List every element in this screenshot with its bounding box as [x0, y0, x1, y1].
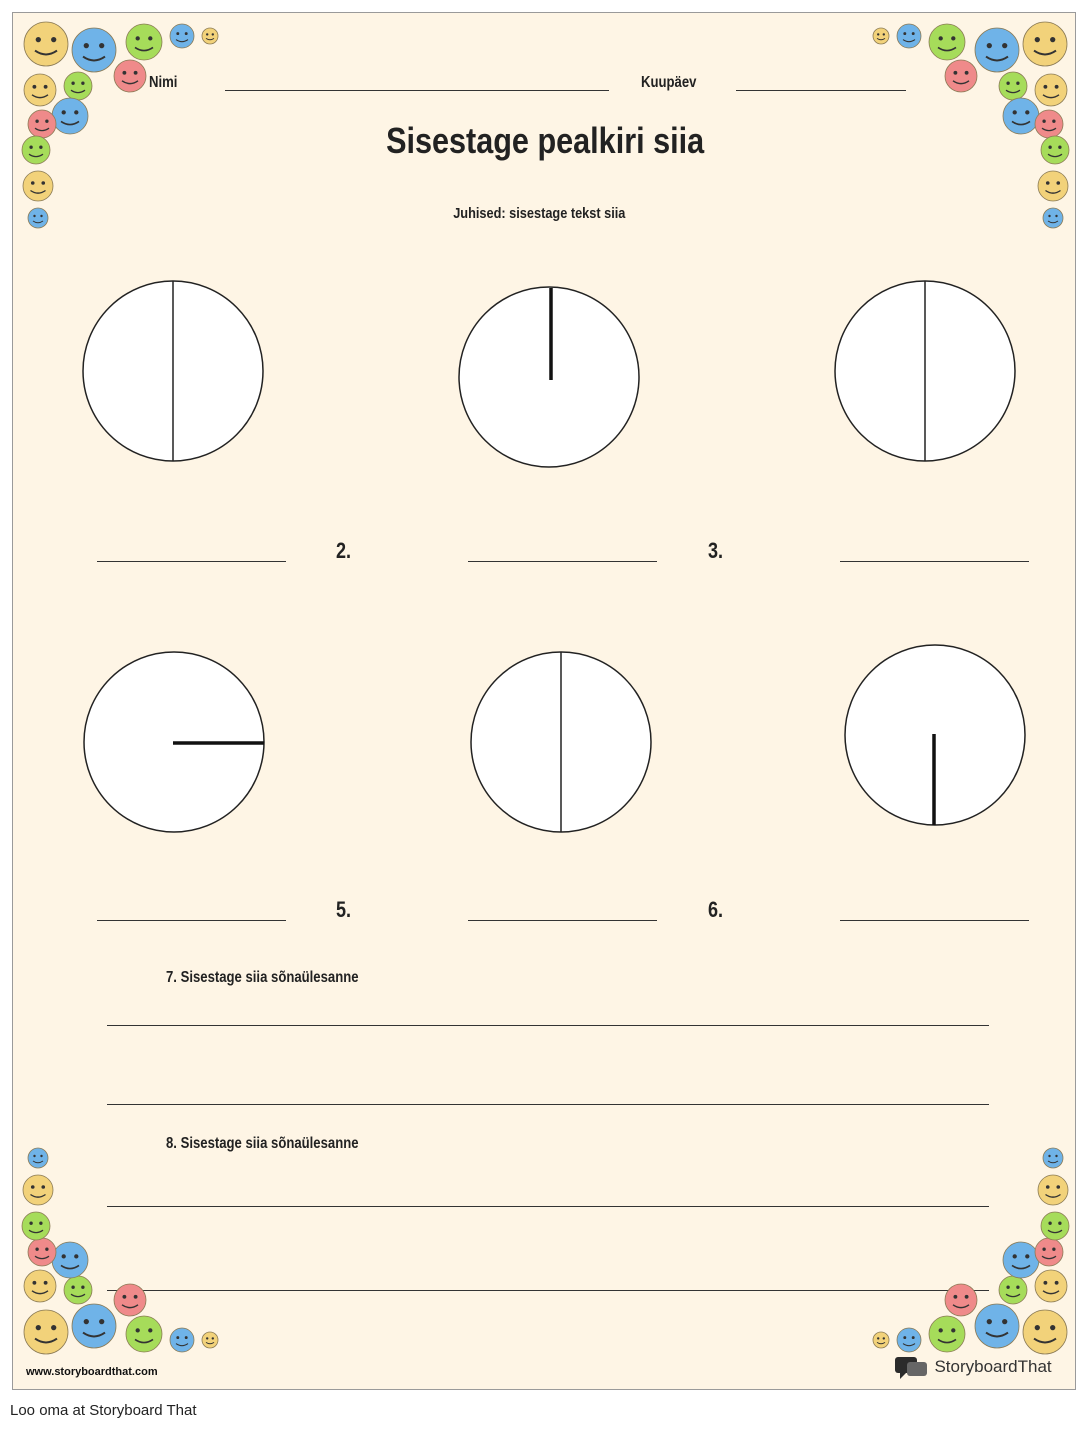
word-problem-7-label: 7. Sisestage siia sõnaülesanne — [166, 969, 359, 986]
emoji-face-icon — [24, 74, 56, 106]
emoji-face-icon — [28, 110, 56, 138]
emoji-face-icon — [23, 1175, 53, 1205]
emoji-face-icon — [1041, 136, 1069, 164]
emoji-face-icon — [1035, 1270, 1067, 1302]
emoji-face-icon — [975, 1304, 1019, 1348]
emoji-face-icon — [1043, 1148, 1063, 1168]
emoji-face-icon — [873, 1332, 889, 1348]
emoji-face-icon — [64, 1276, 92, 1304]
emoji-face-icon — [126, 1316, 162, 1352]
emoji-face-icon — [1023, 1310, 1067, 1354]
emoji-face-icon — [975, 28, 1019, 72]
emoji-face-icon — [28, 208, 48, 228]
emoji-face-icon — [897, 1328, 921, 1352]
storyboard-logo-icon — [892, 1354, 930, 1380]
emoji-face-icon — [72, 28, 116, 72]
storyboardthat-site: www.storyboardthat.com — [26, 1366, 158, 1378]
emoji-face-icon — [24, 22, 68, 66]
emoji-face-icon — [64, 72, 92, 100]
emoji-face-icon — [72, 1304, 116, 1348]
storyboardthat-logo — [892, 1354, 1052, 1380]
problem-number-6: 6. — [708, 897, 724, 922]
emoji-face-icon — [114, 60, 146, 92]
emoji-face-icon — [170, 1328, 194, 1352]
emoji-face-icon — [1041, 1212, 1069, 1240]
instructions: Juhised: sisestage tekst siia — [453, 205, 626, 222]
footer-text: Loo oma at Storyboard That — [10, 1402, 197, 1419]
emoji-face-icon — [23, 171, 53, 201]
emoji-face-icon — [1038, 171, 1068, 201]
emoji-face-icon — [52, 98, 88, 134]
emoji-face-icon — [28, 1238, 56, 1266]
emoji-face-icon — [945, 60, 977, 92]
emoji-face-icon — [999, 1276, 1027, 1304]
name-label: Nimi — [149, 74, 178, 91]
emoji-face-icon — [999, 72, 1027, 100]
problem-number-2: 2. — [336, 538, 352, 563]
emoji-face-icon — [1035, 110, 1063, 138]
page-title: Sisestage pealkiri siia — [386, 120, 705, 161]
emoji-face-icon — [1023, 22, 1067, 66]
emoji-face-icon — [929, 1316, 965, 1352]
emoji-face-icon — [1035, 74, 1067, 106]
emoji-face-icon — [945, 1284, 977, 1316]
emoji-face-icon — [126, 24, 162, 60]
emoji-face-icon — [1035, 1238, 1063, 1266]
emoji-face-icon — [170, 24, 194, 48]
emoji-face-icon — [52, 1242, 88, 1278]
emoji-face-icon — [202, 1332, 218, 1348]
problem-number-3: 3. — [708, 538, 724, 563]
emoji-face-icon — [1003, 1242, 1039, 1278]
emoji-face-icon — [24, 1270, 56, 1302]
emoji-face-icon — [1043, 208, 1063, 228]
word-problem-8-label: 8. Sisestage siia sõnaülesanne — [166, 1135, 359, 1152]
emoji-face-icon — [202, 28, 218, 44]
emoji-face-icon — [1003, 98, 1039, 134]
emoji-face-icon — [22, 1212, 50, 1240]
emoji-face-icon — [873, 28, 889, 44]
emoji-face-icon — [114, 1284, 146, 1316]
emoji-face-icon — [1038, 1175, 1068, 1205]
emoji-face-icon — [929, 24, 965, 60]
emoji-face-icon — [897, 24, 921, 48]
emoji-face-icon — [22, 136, 50, 164]
date-label: Kuupäev — [641, 74, 697, 91]
problem-number-5: 5. — [336, 897, 352, 922]
emoji-face-icon — [28, 1148, 48, 1168]
logo-text: StoryboardThat — [934, 1357, 1052, 1376]
emoji-face-icon — [24, 1310, 68, 1354]
